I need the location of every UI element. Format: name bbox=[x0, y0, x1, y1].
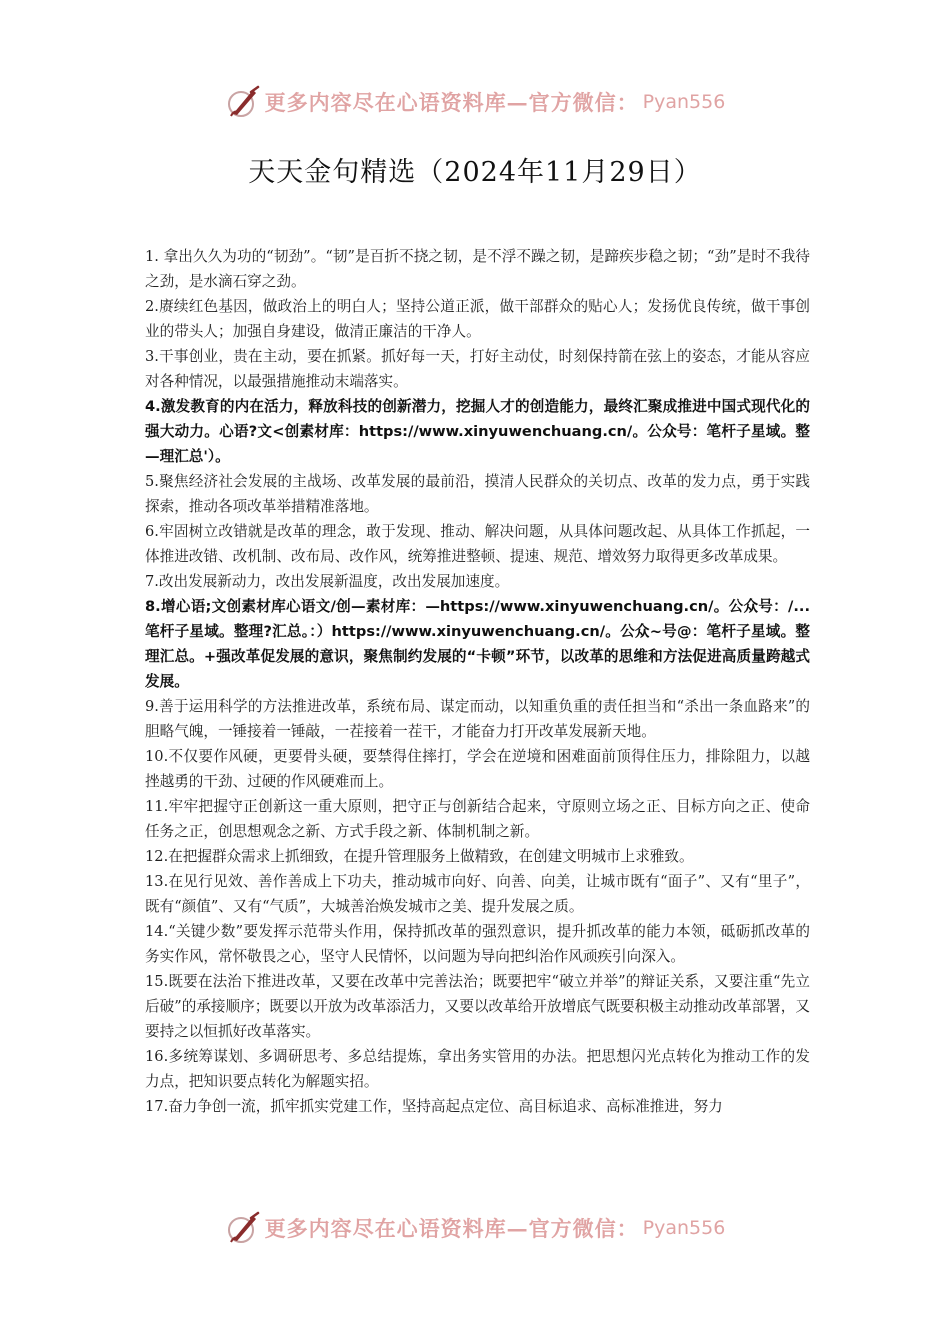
list-item: 14.“关键少数”要发挥示范带头作用，保持抓改革的强烈意识，提升抓改革的能力本领，砥砺抓改革的务实作风，常怀敬畏之心，坚守人民情怀，以问题为导向把纠治作风顽疾引向深入。 bbox=[145, 923, 810, 965]
list-item: 8.增心语;文创素材库心语文/创—素材库：—https://www.xinyuwenchuang.cn/。公众号：/...笔杆子星域。整理?汇总。：）https://www.xinyuwenchuang.cn/。公众~号@：笔杆子星域。整理汇总。+强改革促发展的意识，聚焦制约发展的“卡顿”环节，以改革的思维和方法促进高质量跨越式发展。 bbox=[145, 598, 810, 690]
quote-list bbox=[145, 244, 810, 1119]
quill-pen-logo-icon bbox=[225, 1210, 261, 1246]
list-item: 5.聚焦经济社会发展的主战场、改革发展的最前沿，摸清人民群众的关切点、改革的发力点，勇于实践探索，推动各项改革举措精准落地。 bbox=[145, 473, 810, 515]
list-item: 16.多统筹谋划、多调研思考、多总结提炼，拿出务实管用的办法。把思想闪光点转化为推动工作的发力点，把知识要点转化为解题实招。 bbox=[145, 1048, 810, 1090]
banner-content bbox=[225, 1210, 726, 1246]
list-item: 11.牢牢把握守正创新这一重大原则，把守正与创新结合起来，守原则立场之正、目标方向之正、使命任务之正，创思想观念之新、方式手段之新、体制机制之新。 bbox=[145, 798, 810, 840]
list-item: 10.不仅要作风硬，更要骨头硬，要禁得住摔打，学会在逆境和困难面前顶得住压力，排除阻力，以越挫越勇的干劲、过硬的作风硬难而上。 bbox=[145, 748, 810, 790]
list-item: 2.赓续红色基因，做政治上的明白人；坚持公道正派，做干部群众的贴心人；发扬优良传统，做干事创业的带头人；加强自身建设，做清正廉洁的干净人。 bbox=[145, 298, 810, 340]
quill-pen-logo-icon bbox=[225, 84, 261, 120]
list-item: 1. 拿出久久为功的“韧劲”。“韧”是百折不挠之韧，是不浮不躁之韧，是蹄疾步稳之韧；“劲”是时不我待之劲，是水滴石穿之劲。 bbox=[145, 248, 810, 290]
list-item: 7.改出发展新动力，改出发展新温度，改出发展加速度。 bbox=[145, 573, 510, 590]
list-item: 17.奋力争创一流，抓牢抓实党建工作，坚持高起点定位、高目标追求、高标准推进，努力 bbox=[145, 1098, 723, 1115]
list-item: 3.干事创业，贵在主动，要在抓紧。抓好每一天，打好主动仗，时刻保持箭在弦上的姿态，才能从容应对各种情况，以最强措施推动末端落实。 bbox=[145, 348, 810, 390]
banner-wechat-handle: Pyan556 bbox=[642, 1217, 726, 1239]
page-title: 天天金句精选（2024年11月29日） bbox=[248, 157, 702, 188]
header-banner bbox=[0, 80, 950, 124]
banner-text: 更多内容尽在心语资料库—官方微信： bbox=[264, 90, 639, 115]
footer-banner bbox=[0, 1206, 950, 1250]
list-item: 6.牢固树立改错就是改革的理念，敢于发现、推动、解决问题，从具体问题改起、从具体工作抓起，一体推进改错、改机制、改布局、改作风，统筹推进整顿、提速、规范、增效努力取得更多改革成果。 bbox=[145, 523, 810, 565]
list-item: 4.激发教育的内在活力，释放科技的创新潜力，挖掘人才的创造能力，最终汇聚成推进中国式现代化的强大动力。心语?文<创素材库：https://www.xinyuwenchuang.cn/。公众号：笔杆子星域。整—理汇总'）。 bbox=[145, 398, 810, 465]
list-item: 9.善于运用科学的方法推进改革，系统布局、谋定而动，以知重负重的责任担当和“杀出一条血路来”的胆略气魄，一锤接着一锤敲，一茬接着一茬干，才能奋力打开改革发展新天地。 bbox=[145, 698, 810, 740]
list-item: 13.在见行见效、善作善成上下功夫，推动城市向好、向善、向美，让城市既有“面子”、又有“里子”，既有“颜值”、又有“气质”，大城善治焕发城市之美、提升发展之质。 bbox=[145, 873, 810, 915]
list-item: 12.在把握群众需求上抓细致，在提升管理服务上做精致，在创建文明城市上求雅致。 bbox=[145, 848, 694, 865]
banner-content bbox=[225, 84, 726, 120]
list-item: 15.既要在法治下推进改革，又要在改革中完善法治；既要把牢“破立并举”的辩证关系，又要注重“先立后破”的承接顺序；既要以开放为改革添活力，又要以改革给开放增底气既要积极主动推动改革部署，又要持之以恒抓好改革落实。 bbox=[145, 973, 810, 1040]
banner-text: 更多内容尽在心语资料库—官方微信： bbox=[264, 1216, 639, 1241]
banner-wechat-handle: Pyan556 bbox=[642, 91, 726, 113]
